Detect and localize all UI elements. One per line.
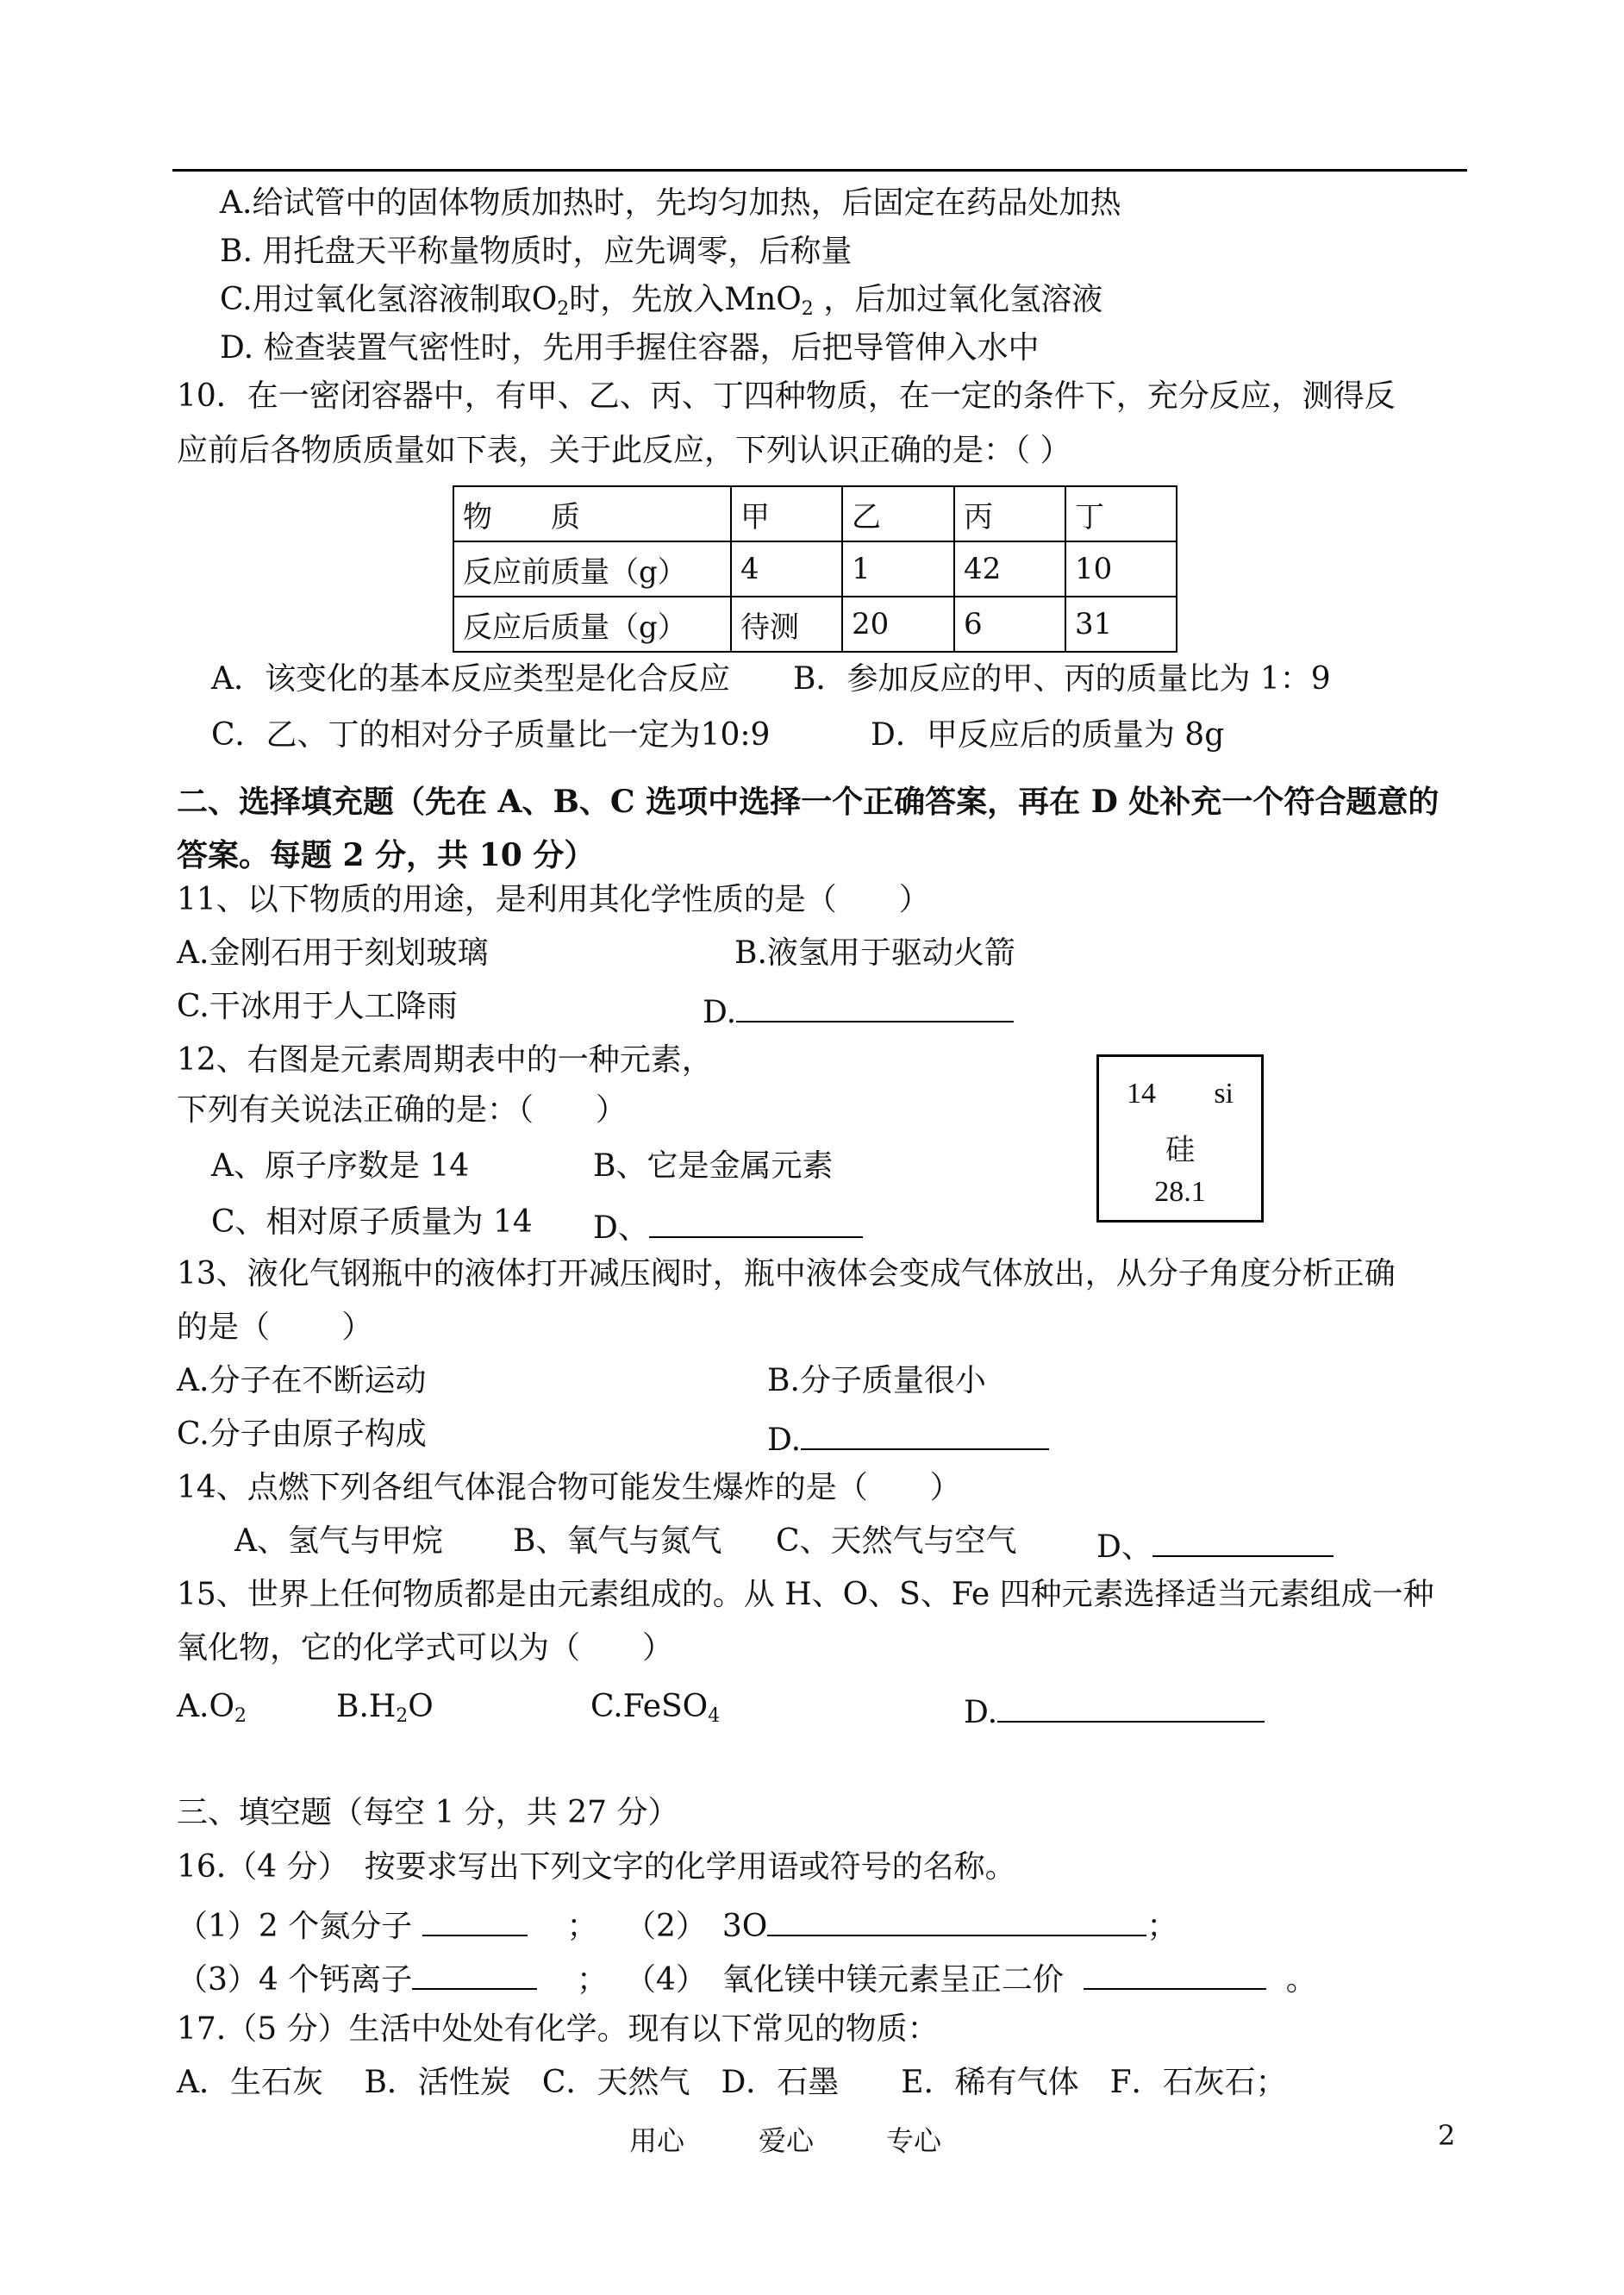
table-cell: 4 xyxy=(731,541,842,597)
q15-option-d: D. xyxy=(964,1692,1265,1729)
answer-blank[interactable] xyxy=(1084,1959,1266,1990)
q12-option-d: D、 xyxy=(593,1207,863,1244)
table-cell: 6 xyxy=(954,597,1065,652)
q9-option-a: A.给试管中的固体物质加热时，先均匀加热，后固定在药品处加热 xyxy=(220,185,1121,221)
table-cell: 待测 xyxy=(731,597,842,652)
answer-blank[interactable] xyxy=(767,1905,1146,1936)
q10-option-b: B．参加反应的甲、丙的质量比为 1：9 xyxy=(793,661,1331,697)
table-cell: 1 xyxy=(842,541,954,597)
section2-heading-line2: 答案。每题 2 分，共 10 分） xyxy=(177,837,596,873)
q14-option-a: A、氢气与甲烷 xyxy=(234,1523,443,1559)
q11-option-c: C.干冰用于人工降雨 xyxy=(177,989,458,1024)
q14-option-b: B、氧气与氮气 xyxy=(513,1523,722,1559)
table-cell: 甲 xyxy=(731,486,842,541)
q11-option-a: A.金刚石用于刻划玻璃 xyxy=(177,935,489,971)
q12-option-b: B、它是金属元素 xyxy=(593,1148,834,1184)
table-cell: 42 xyxy=(954,541,1065,597)
q9-option-d: D. 检查装置气密性时，先用手握住容器，后把导管伸入水中 xyxy=(220,330,1040,366)
q10-stem-line1: 10．在一密闭容器中，有甲、乙、丙、丁四种物质，在一定的条件下，充分反应，测得反 xyxy=(177,378,1396,414)
element-symbol: si xyxy=(1214,1078,1234,1110)
section3-heading: 三、填空题（每空 1 分，共 27 分） xyxy=(177,1795,679,1830)
q10-mass-table xyxy=(453,485,1177,653)
q13-option-b: B.分子质量很小 xyxy=(767,1363,986,1398)
q10-stem-line2: 应前后各物质质量如下表，关于此反应，下列认识正确的是：（ ） xyxy=(177,433,1071,468)
atomic-mass: 28.1 xyxy=(1154,1176,1206,1208)
table-row xyxy=(453,597,1177,652)
q15-stem-line2: 氧化物，它的化学式可以为（ ） xyxy=(177,1630,674,1666)
q13-option-c: C.分子由原子构成 xyxy=(177,1416,427,1452)
table-row xyxy=(453,541,1177,597)
footer-word-3: 专心 xyxy=(886,2124,942,2157)
table-cell: 20 xyxy=(842,597,954,652)
q11-stem: 11、以下物质的用途，是利用其化学性质的是（ ） xyxy=(177,882,930,917)
q15-option-b: $B.H_2O$ xyxy=(336,1689,434,1727)
q15-option-c: C.FeSO$_4$ xyxy=(590,1689,721,1727)
q16-part4: （4） 氧化镁中镁元素呈正二价 。 xyxy=(625,1959,1317,1996)
table-cell: 反应后质量（g） xyxy=(453,597,731,652)
silicon-element-card xyxy=(1096,1054,1264,1223)
q11-option-b: B.液氢用于驱动火箭 xyxy=(734,935,1015,971)
q17-options: A．生石灰 B．活性炭 C．天然气 D．石墨 E．稀有气体 F．石灰石； xyxy=(177,2065,1287,2100)
q13-stem-line1: 13、液化气钢瓶中的液体打开减压阀时，瓶中液体会变成气体放出，从分子角度分析正确 xyxy=(177,1256,1396,1291)
q14-option-d: D、 xyxy=(1096,1526,1334,1563)
q15-stem-line1: 15、世界上任何物质都是由元素组成的。从 H、O、S、Fe 四种元素选择适当元素组成一种 xyxy=(177,1577,1434,1612)
q16-stem: 16.（4 分） 按要求写出下列文字的化学用语或符号的名称。 xyxy=(177,1849,1016,1885)
q9-option-b: B. 用托盘天平称量物质时，应先调零，后称量 xyxy=(220,234,853,269)
answer-blank[interactable] xyxy=(649,1207,863,1238)
table-cell: 物 质 xyxy=(453,486,731,541)
table-cell: 丙 xyxy=(954,486,1065,541)
answer-blank[interactable] xyxy=(736,991,1014,1022)
page-number: 2 xyxy=(1438,2119,1456,2152)
footer-word-1: 用心 xyxy=(629,2124,685,2157)
atomic-number: 14 xyxy=(1127,1078,1156,1110)
table-cell: 反应前质量（g） xyxy=(453,541,731,597)
q14-stem: 14、点燃下列各组气体混合物可能发生爆炸的是（ ） xyxy=(177,1470,961,1505)
q16-part2: （2） 3O ； xyxy=(625,1905,1177,1942)
answer-blank[interactable] xyxy=(997,1692,1265,1723)
table-cell: 31 xyxy=(1065,597,1177,652)
q13-option-a: A.分子在不断运动 xyxy=(177,1363,427,1398)
q16-part3: （3）4 个钙离子 ； xyxy=(177,1959,608,1996)
section2-heading-line1: 二、选择填充题（先在 A、B、C 选项中选择一个正确答案，再在 D 处补充一个符合题意的 xyxy=(177,784,1440,820)
q13-option-d: D. xyxy=(767,1419,1049,1456)
answer-blank[interactable] xyxy=(801,1419,1049,1450)
q12-option-c: C、相对原子质量为 14 xyxy=(211,1204,533,1240)
answer-blank[interactable] xyxy=(1152,1526,1334,1557)
q12-stem-line1: 12、右图是元素周期表中的一种元素， xyxy=(177,1042,713,1078)
table-header-row xyxy=(453,486,1177,541)
element-name: 硅 xyxy=(1165,1135,1195,1166)
q14-option-c: C、天然气与空气 xyxy=(776,1523,1017,1559)
table-cell: 丁 xyxy=(1065,486,1177,541)
q17-stem: 17.（5 分）生活中处处有化学。现有以下常见的物质： xyxy=(177,2011,939,2047)
q10-option-a: A．该变化的基本反应类型是化合反应 xyxy=(211,661,730,697)
footer-word-2: 爱心 xyxy=(759,2124,815,2157)
q10-option-d: D．甲反应后的质量为 8g xyxy=(871,717,1225,753)
q15-option-a: $A.O_2$ xyxy=(177,1689,247,1727)
q10-option-c: C．乙、丁的相对分子质量比一定为10:9 xyxy=(211,717,771,753)
q11-option-d: D. xyxy=(703,991,1014,1029)
answer-blank[interactable] xyxy=(422,1905,528,1936)
q13-stem-line2: 的是（ ） xyxy=(177,1310,373,1345)
table-cell: 10 xyxy=(1065,541,1177,597)
q12-stem-line2: 下列有关说法正确的是：（ ） xyxy=(177,1092,628,1128)
header-rule xyxy=(172,169,1467,172)
q16-part1: （1）2 个氮分子 ； xyxy=(177,1905,598,1942)
table-cell: 乙 xyxy=(842,486,954,541)
q12-option-a: A、原子序数是 14 xyxy=(211,1148,470,1184)
q9-option-c: C.用过氧化氢溶液制取$O_2$时，先放入MnO$_2$ ，后加过氧化氢溶液 xyxy=(220,282,1103,320)
answer-blank[interactable] xyxy=(412,1959,537,1990)
